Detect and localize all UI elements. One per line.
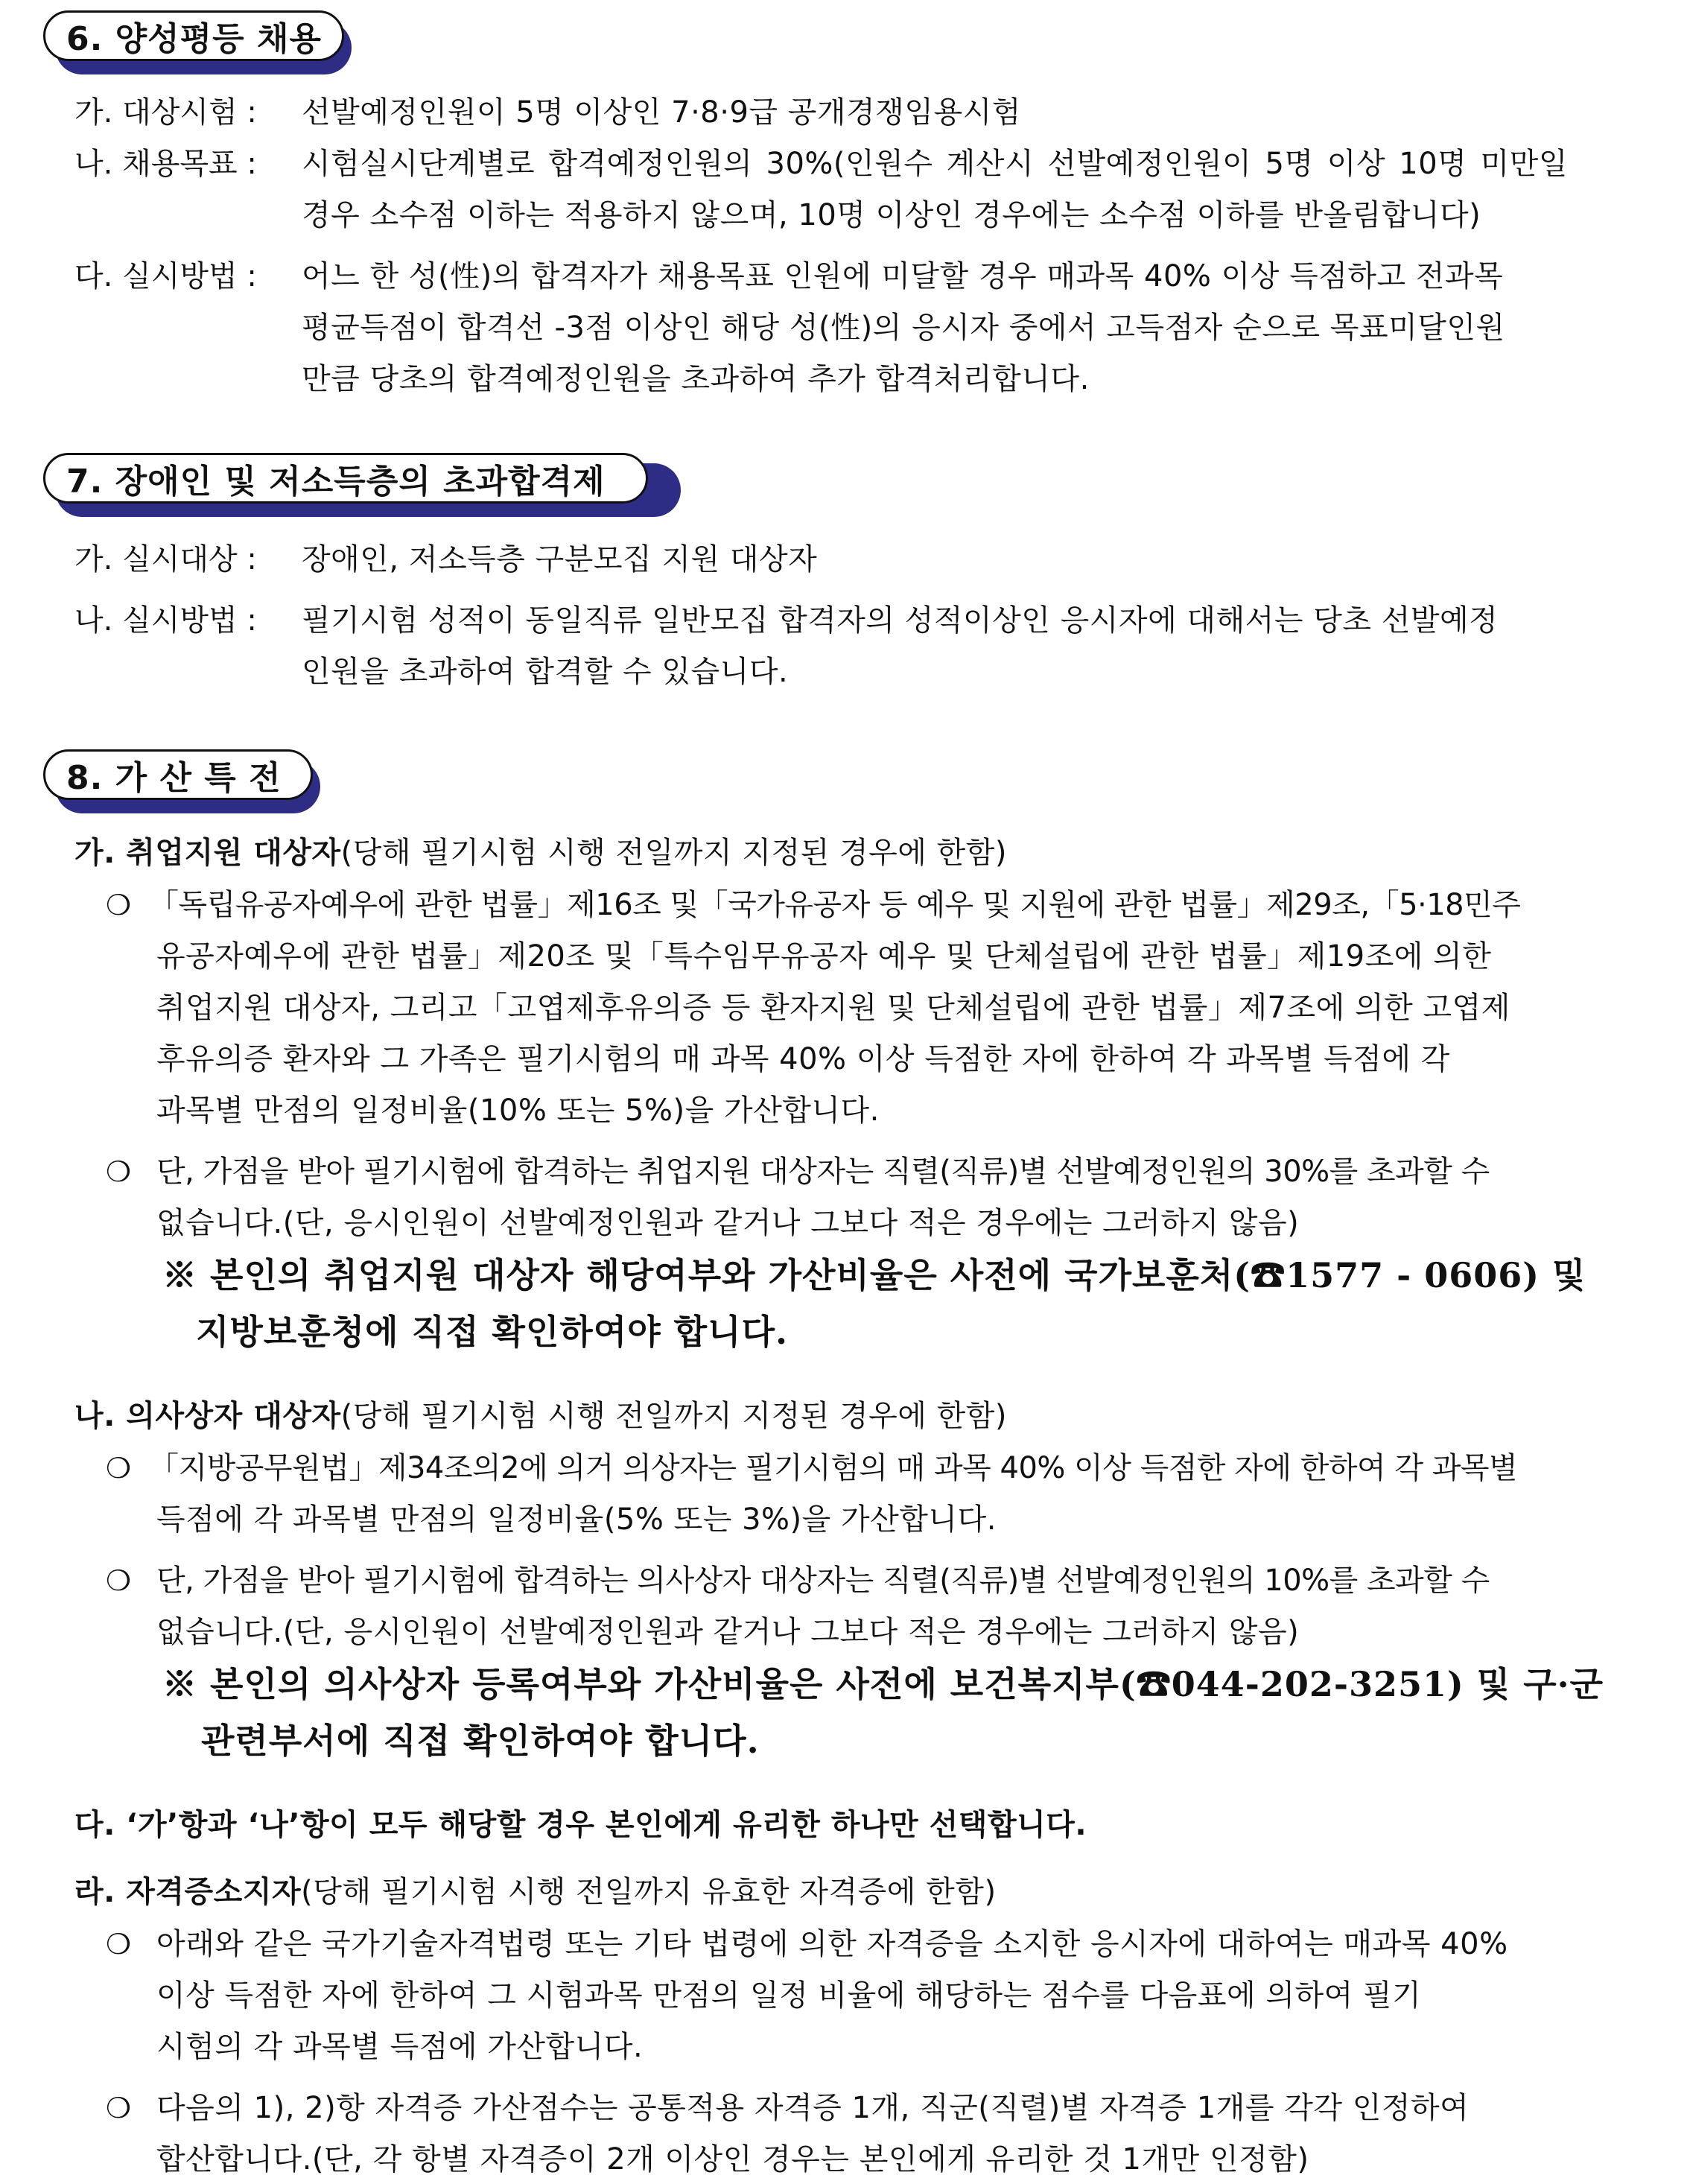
s8-d1-line-2: 이상 득점한 자에 한하여 그 시험과목 만점의 일정 비율에 해당하는 점수를 다음표에 의하여 필기 bbox=[156, 1978, 1422, 2013]
s7-method-label: 나. 실시방법 : bbox=[74, 603, 257, 638]
s8-c-text: 다. ‘가’항과 ‘나’항이 모두 해당할 경우 본인에게 유리한 하나만 선택합니다. bbox=[74, 1808, 1087, 1842]
s8-d-heading-rest: (당해 필기시험 시행 전일까지 유효한 자격증에 한함) bbox=[301, 1875, 997, 1909]
section-6-heading bbox=[43, 10, 344, 66]
s8-a-note-line-1: ※ 본인의 취업지원 대상자 해당여부와 가산비율은 사전에 국가보훈처(☎1577 - 0606) 및 bbox=[162, 1255, 1586, 1295]
section-6-title: 6. 양성평등 채용 bbox=[43, 10, 344, 61]
s7-method-text-1: 필기시험 성적이 동일직류 일반모집 합격자의 성적이상인 응시자에 대해서는 당초 선발예정 bbox=[302, 603, 1499, 638]
s8-b-note-line-2: 관련부서에 직접 확인하여야 합니다. bbox=[201, 1721, 760, 1761]
s8-a1-line-3: 취업지원 대상자, 그리고「고엽제후유의증 등 환자지원 및 단체설립에 관한 법률」제7조에 의한 고엽제 bbox=[156, 991, 1510, 1025]
section-7-heading bbox=[43, 453, 673, 508]
s6-goal-text-1: 시험실시단계별로 합격예정인원의 30%(인원수 계산시 선발예정인원이 5명 이상 10명 미만일 bbox=[302, 147, 1568, 181]
s8-d2-line-1: 다음의 1), 2)항 자격증 가산점수는 공통적용 자격증 1개, 직군(직렬)별 자격증 1개를 각각 인정하여 bbox=[156, 2091, 1470, 2125]
s7-method-text-2: 인원을 초과하여 합격할 수 있습니다. bbox=[302, 655, 789, 689]
s6-goal-label: 나. 채용목표 : bbox=[74, 147, 257, 181]
s8-a-heading-rest: (당해 필기시험 시행 전일까지 지정된 경우에 한함) bbox=[340, 836, 1007, 870]
s8-b1-line-1: 「지방공무원법」제34조의2에 의거 의상자는 필기시험의 매 과목 40% 이상 득점한 자에 한하여 각 과목별 bbox=[149, 1451, 1518, 1485]
s8-b2-line-2: 없습니다.(단, 응시인원이 선발예정인원과 같거나 그보다 적은 경우에는 그러하지 않음) bbox=[156, 1615, 1300, 1649]
s8-b1-line-2: 득점에 각 과목별 만점의 일정비율(5% 또는 3%)을 가산합니다. bbox=[156, 1502, 997, 1537]
bullet-icon: ❍ bbox=[106, 1452, 132, 1485]
s8-a1-line-4: 후유의증 환자와 그 가족은 필기시험의 매 과목 40% 이상 득점한 자에 한하여 각 과목별 득점에 각 bbox=[156, 1042, 1450, 1076]
section-8-title: 8. 가 산 특 전 bbox=[43, 749, 313, 800]
s6-target-label: 가. 대상시험 : bbox=[74, 95, 257, 130]
s6-target-text: 선발예정인원이 5명 이상인 7·8·9급 공개경쟁임용시험 bbox=[302, 95, 1021, 130]
bullet-icon: ❍ bbox=[106, 1564, 132, 1597]
s8-a-note-line-2: 지방보훈청에 직접 확인하여야 합니다. bbox=[196, 1312, 789, 1352]
bullet-icon: ❍ bbox=[106, 1928, 132, 1961]
s6-method-text-3: 만큼 당초의 합격예정인원을 초과하여 추가 합격처리합니다. bbox=[302, 362, 1090, 396]
s8-a1-line-1: 「독립유공자예우에 관한 법률」제16조 및「국가유공자 등 예우 및 지원에 관한 법률」제29조,「5·18민주 bbox=[149, 888, 1521, 922]
s7-target-text: 장애인, 저소득층 구분모집 지원 대상자 bbox=[302, 542, 818, 577]
bullet-icon: ❍ bbox=[106, 1155, 132, 1188]
s8-a2-line-1: 단, 가점을 받아 필기시험에 합격하는 취업지원 대상자는 직렬(직류)별 선발예정인원의 30%를 초과할 수 bbox=[156, 1155, 1490, 1189]
s8-b-heading bbox=[74, 1397, 1007, 1435]
s7-target-label: 가. 실시대상 : bbox=[74, 542, 257, 577]
bullet-icon: ❍ bbox=[106, 889, 132, 921]
s8-a1-line-2: 유공자예우에 관한 법률」제20조 및「특수임무유공자 예우 및 단체설립에 관한 법률」제19조에 의한 bbox=[156, 939, 1492, 974]
s6-goal-text-2: 경우 소수점 이하는 적용하지 않으며, 10명 이상인 경우에는 소수점 이하를 반올림합니다) bbox=[302, 198, 1481, 232]
s8-b-heading-bold: 나. 의사상자 대상자 bbox=[74, 1399, 341, 1433]
s8-d1-line-3: 시험의 각 과목별 득점에 가산합니다. bbox=[156, 2030, 644, 2064]
bullet-icon: ❍ bbox=[106, 2092, 132, 2124]
s6-method-text-1: 어느 한 성(性)의 합격자가 채용목표 인원에 미달할 경우 매과목 40% 이상 득점하고 전과목 bbox=[302, 259, 1504, 293]
s8-a-heading-bold: 가. 취업지원 대상자 bbox=[74, 836, 341, 870]
section-7-title: 7. 장애인 및 저소득층의 초과합격제 bbox=[43, 453, 648, 504]
s8-d1-line-1: 아래와 같은 국가기술자격법령 또는 기타 법령에 의한 자격증을 소지한 응시자에 대하여는 매과목 40% bbox=[156, 1927, 1508, 1961]
s8-d-heading bbox=[74, 1873, 997, 1911]
s8-d2-line-2: 합산합니다.(단, 각 항별 자격증이 2개 이상인 경우는 본인에게 유리한 것 1개만 인정함) bbox=[156, 2142, 1309, 2177]
s8-a-heading bbox=[74, 834, 1007, 872]
s6-method-label: 다. 실시방법 : bbox=[74, 259, 257, 293]
s8-b-heading-rest: (당해 필기시험 시행 전일까지 지정된 경우에 한함) bbox=[340, 1399, 1007, 1433]
s8-b2-line-1: 단, 가점을 받아 필기시험에 합격하는 의사상자 대상자는 직렬(직류)별 선발예정인원의 10%를 초과할 수 bbox=[156, 1564, 1490, 1598]
section-8-heading bbox=[43, 749, 313, 804]
s8-a1-line-5: 과목별 만점의 일정비율(10% 또는 5%)을 가산합니다. bbox=[156, 1093, 880, 1128]
s6-method-text-2: 평균득점이 합격선 -3점 이상인 해당 성(性)의 응시자 중에서 고득점자 순으로 목표미달인원 bbox=[302, 311, 1505, 345]
s8-b-note-line-1: ※ 본인의 의사상자 등록여부와 가산비율은 사전에 보건복지부(☎044-202-3251) 및 구·군 bbox=[162, 1664, 1604, 1704]
s8-a2-line-2: 없습니다.(단, 응시인원이 선발예정인원과 같거나 그보다 적은 경우에는 그러하지 않음) bbox=[156, 1206, 1300, 1240]
s8-d-heading-bold: 라. 자격증소지자 bbox=[74, 1875, 302, 1909]
